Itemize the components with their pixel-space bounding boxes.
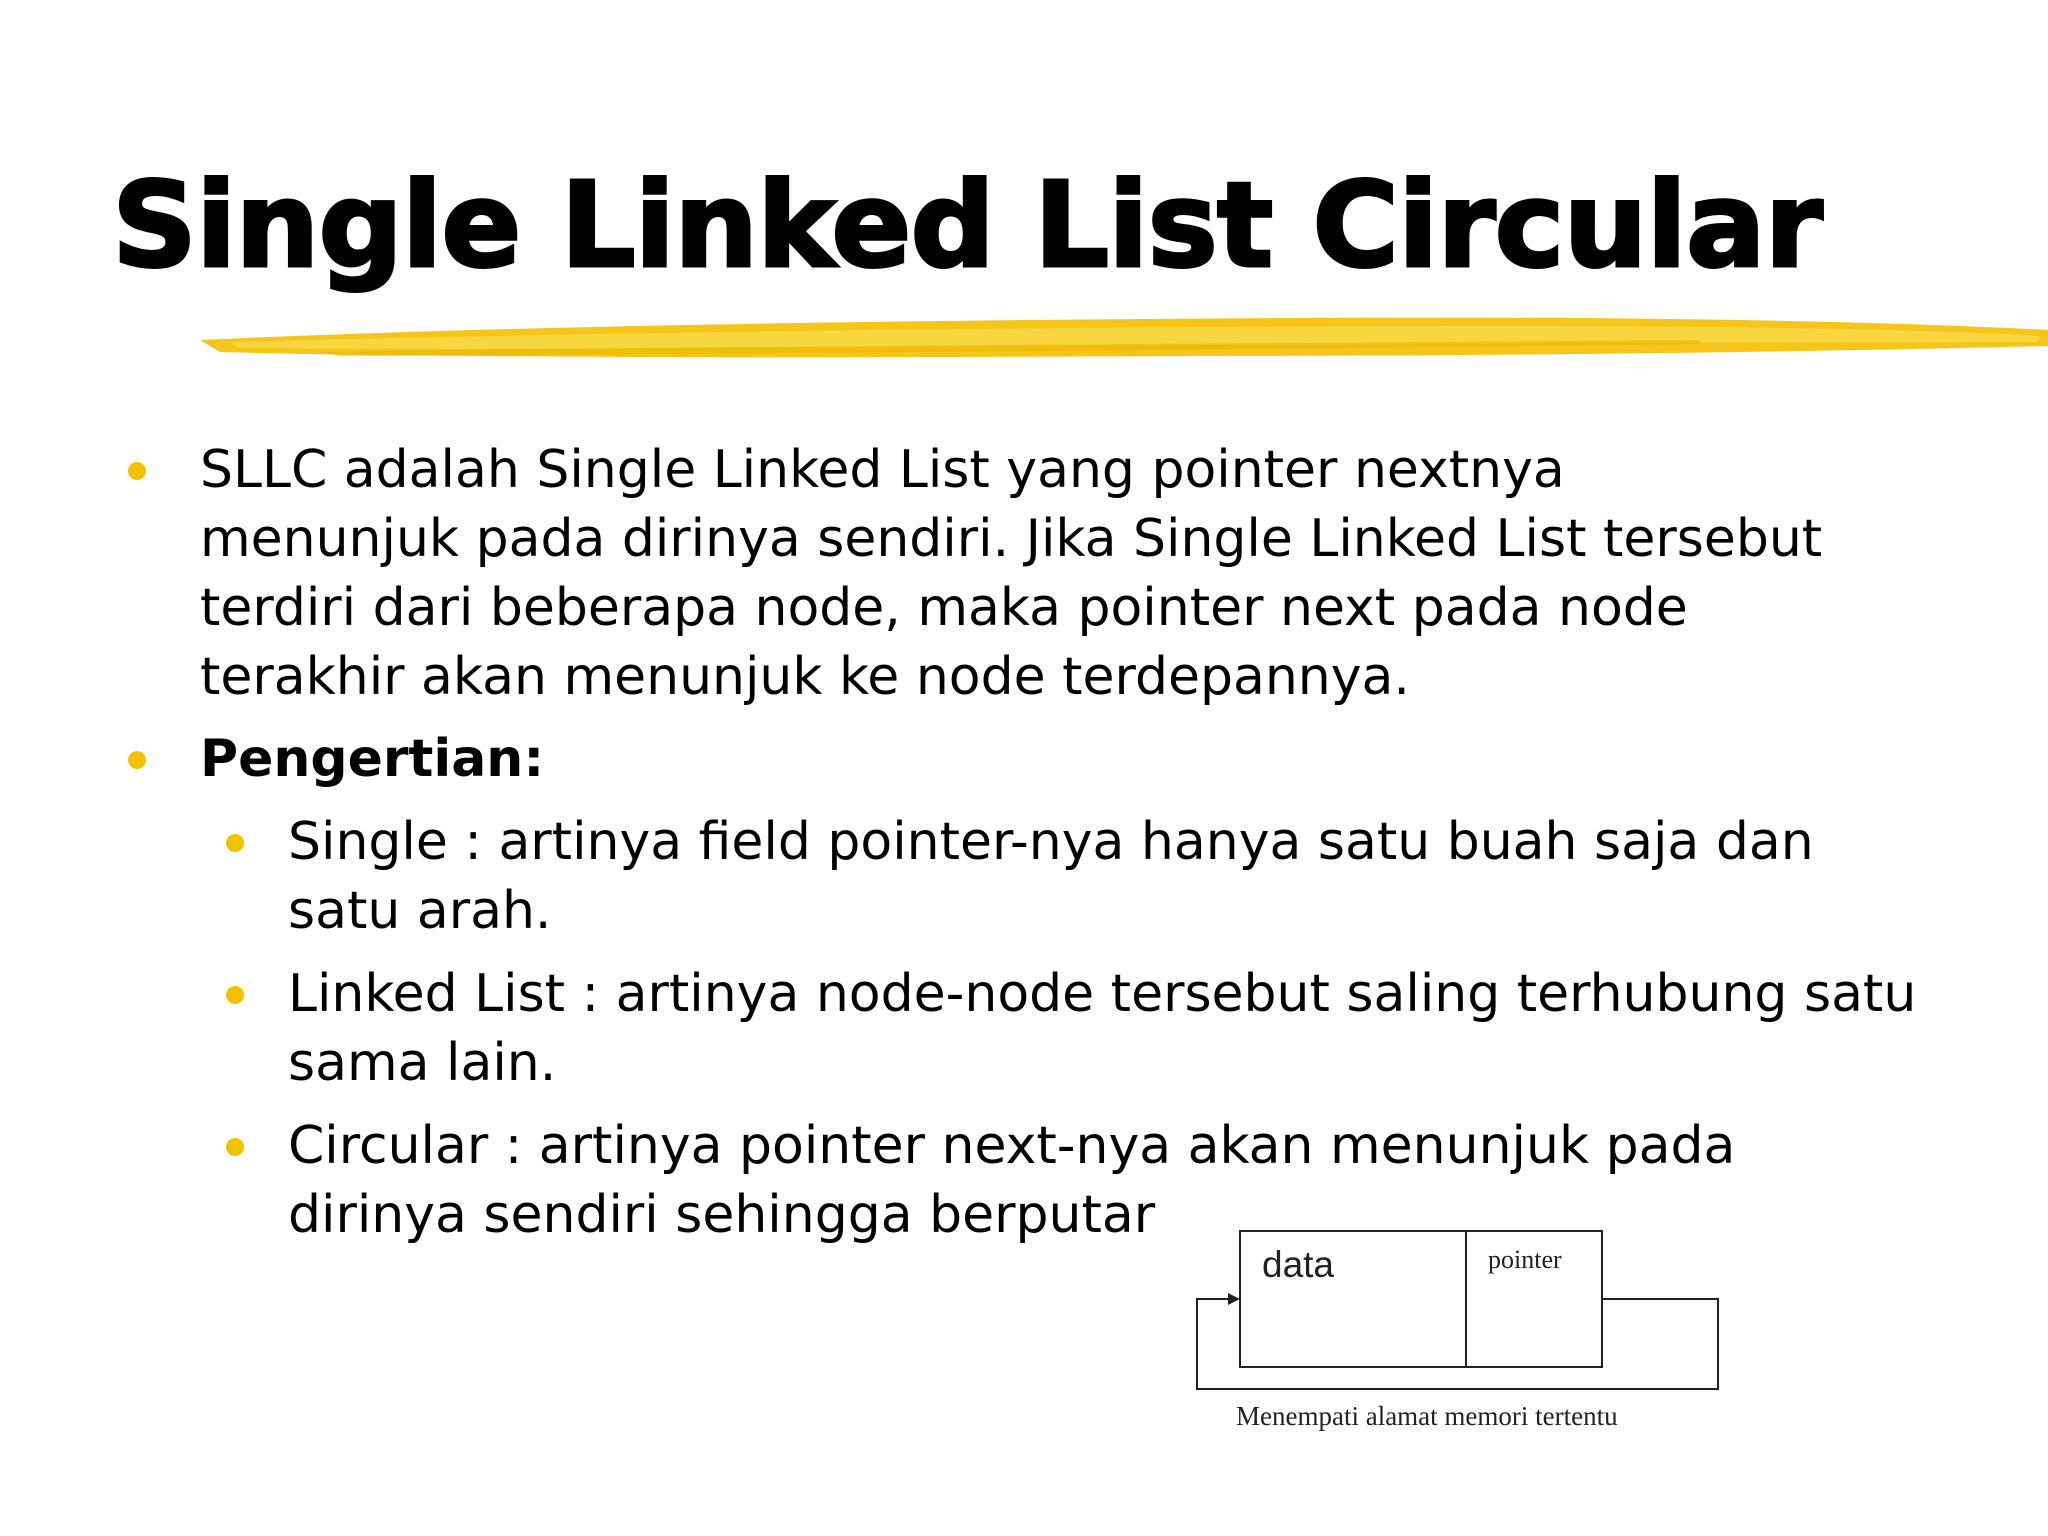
bullet-text: Linked List : artinya node-node tersebut saling terhubung satu sama lain. — [288, 964, 1917, 1093]
arrow-head-icon — [1228, 1293, 1240, 1305]
bullet-text: Pengertian: — [200, 729, 545, 789]
bullet-dot-icon — [128, 751, 146, 769]
sub-bullet-single — [288, 808, 1928, 946]
bullet-text: Single : artinya field pointer-nya hanya satu buah saja dan satu arah. — [288, 812, 1814, 941]
bullet-dot-icon — [226, 834, 244, 852]
node-pointer-label: pointer — [1488, 1245, 1562, 1274]
sub-bullet-linked-list — [288, 960, 1928, 1098]
bullet-dot-icon — [128, 462, 146, 480]
bullet-pengertian — [200, 725, 1840, 794]
slide-title: Single Linked List Circular — [112, 156, 1822, 294]
bullet-text: SLLC adalah Single Linked List yang pointer nextnya menunjuk pada dirinya sendiri. Jika Single Linked List tersebut terdiri dari beberapa node, maka pointer next pada node terakhir akan menunjuk ke node terdepannya. — [200, 440, 1823, 707]
bullet-sllc-definition — [200, 436, 1840, 712]
circular-pointer-arrow-line — [1197, 1299, 1718, 1389]
circular-node-diagram — [1190, 1225, 1730, 1435]
node-data-label: data — [1262, 1244, 1335, 1285]
diagram-caption: Menempati alamat memori tertentu — [1236, 1401, 1618, 1431]
bullet-text: Circular : artinya pointer next-nya akan menunjuk pada dirinya sendiri sehingga berputar — [288, 1116, 1736, 1245]
title-underline-brush — [200, 296, 2048, 374]
bullet-dot-icon — [226, 986, 244, 1004]
bullet-dot-icon — [226, 1138, 244, 1156]
